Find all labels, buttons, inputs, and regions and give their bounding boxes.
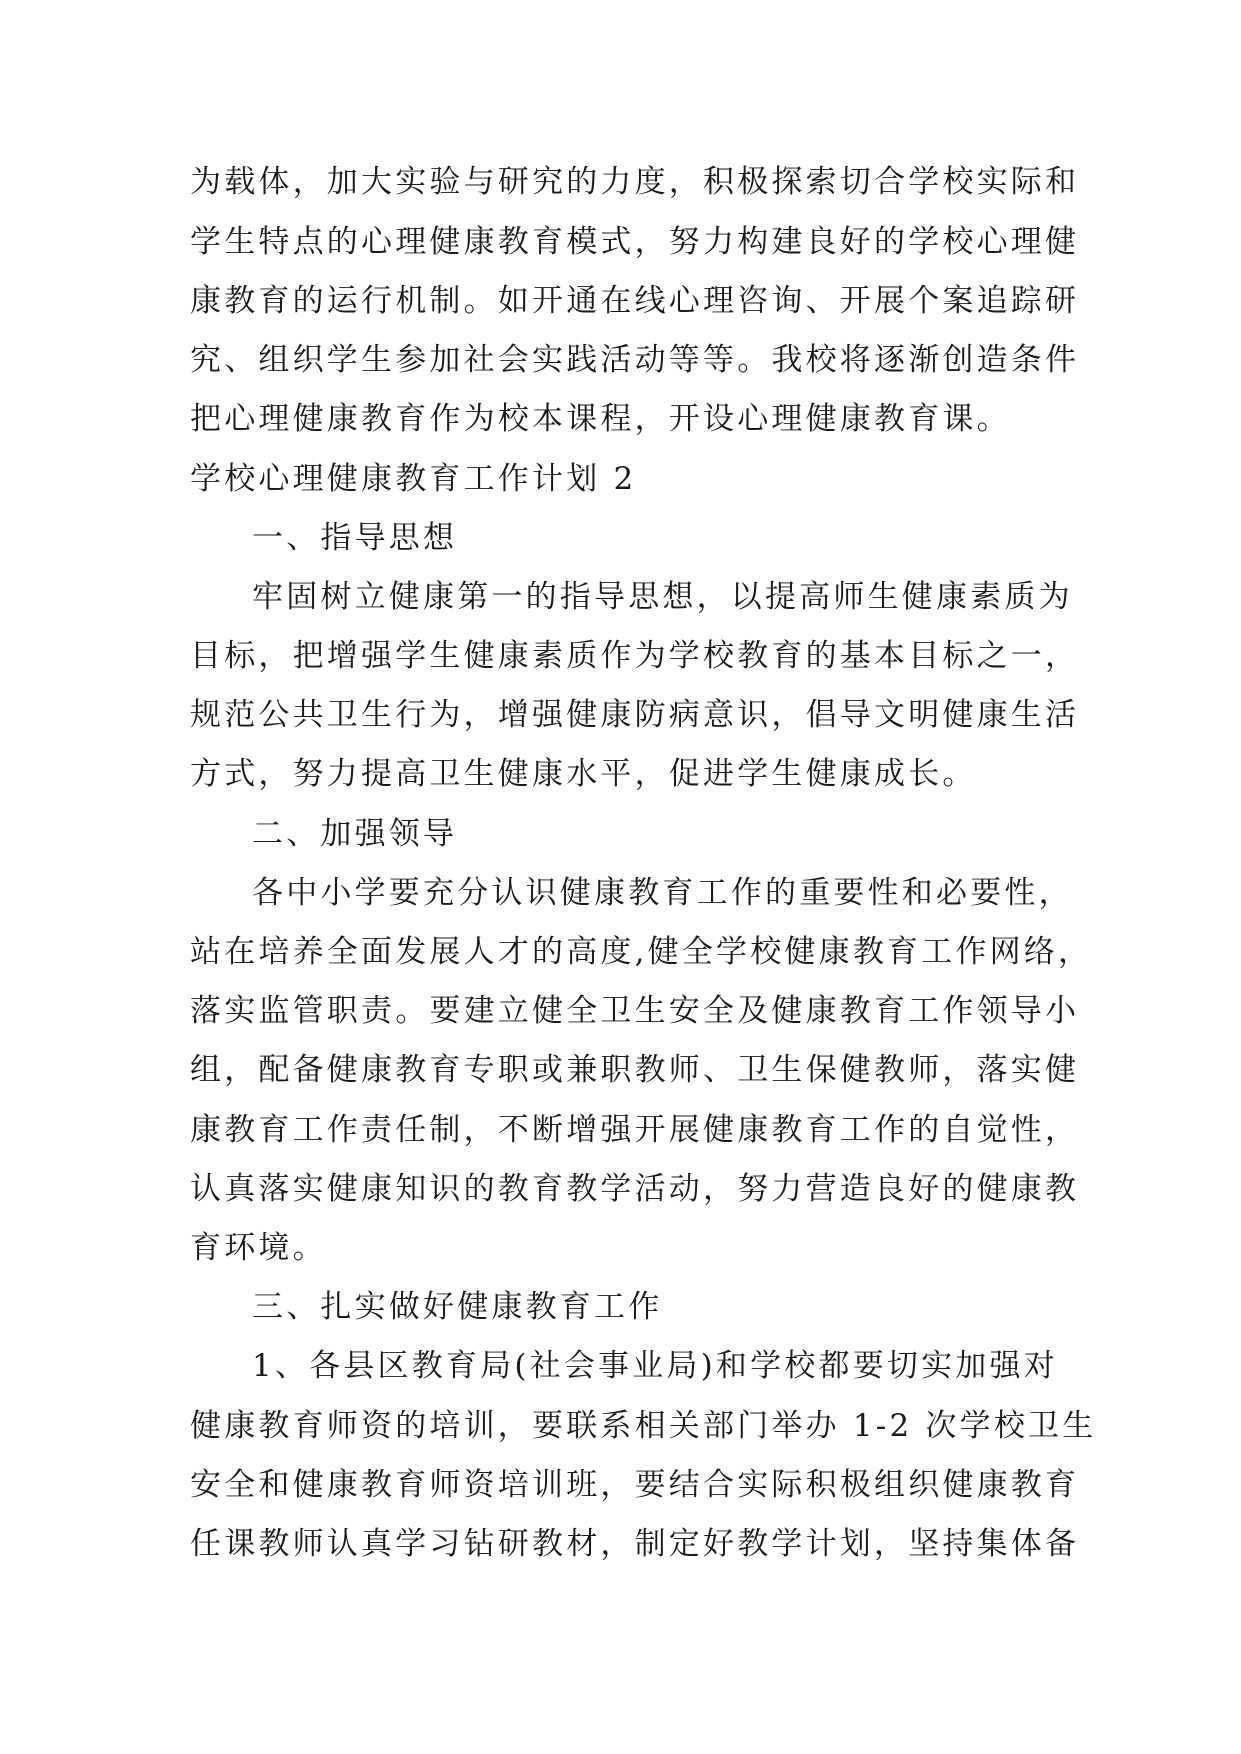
text-line: 学生特点的心理健康教育模式，努力构建良好的学校心理健 bbox=[190, 224, 1080, 260]
text-line: 目标，把增强学生健康素质作为学校教育的基本目标之一， bbox=[190, 638, 1080, 674]
text-line: 1、各县区教育局(社会事业局)和学校都要切实加强对 bbox=[252, 1348, 1058, 1384]
text-line: 规范公共卫生行为，增强健康防病意识，倡导文明健康生活 bbox=[190, 697, 1080, 733]
text-line: 康教育工作责任制，不断增强开展健康教育工作的自觉性， bbox=[190, 1112, 1080, 1148]
text-line: 安全和健康教育师资培训班，要结合实际积极组织健康教育 bbox=[190, 1467, 1080, 1503]
text-line: 站在培养全面发展人才的高度,健全学校健康教育工作网络， bbox=[190, 934, 1093, 970]
text-line: 为载体，加大实验与研究的力度，积极探索切合学校实际和 bbox=[190, 164, 1080, 200]
text-line: 把心理健康教育作为校本课程，开设心理健康教育课。 bbox=[190, 401, 1011, 437]
text-line: 落实监管职责。要建立健全卫生安全及健康教育工作领导小 bbox=[190, 993, 1080, 1029]
text-line: 牢固树立健康第一的指导思想，以提高师生健康素质为 bbox=[252, 579, 1073, 615]
section-title: 学校心理健康教育工作计划 2 bbox=[190, 461, 637, 497]
text-line: 各中小学要充分认识健康教育工作的重要性和必要性， bbox=[252, 875, 1073, 911]
text-line: 健康教育师资的培训，要联系相关部门举办 1-2 次学校卫生 bbox=[190, 1408, 1097, 1444]
text-line: 康教育的运行机制。如开通在线心理咨询、开展个案追踪研 bbox=[190, 283, 1080, 319]
text-line: 方式，努力提高卫生健康水平，促进学生健康成长。 bbox=[190, 756, 977, 792]
heading-leadership: 二、加强领导 bbox=[252, 816, 458, 852]
heading-guiding-thought: 一、指导思想 bbox=[252, 520, 458, 556]
text-line: 认真落实健康知识的教育教学活动，努力营造良好的健康教 bbox=[190, 1171, 1080, 1207]
text-line: 任课教师认真学习钻研教材，制定好教学计划，坚持集体备 bbox=[190, 1526, 1080, 1562]
text-line: 育环境。 bbox=[190, 1230, 327, 1266]
heading-health-education-work: 三、扎实做好健康教育工作 bbox=[252, 1289, 663, 1325]
text-line: 组，配备健康教育专职或兼职教师、卫生保健教师，落实健 bbox=[190, 1052, 1080, 1088]
text-line: 究、组织学生参加社会实践活动等等。我校将逐渐创造条件 bbox=[190, 342, 1080, 378]
